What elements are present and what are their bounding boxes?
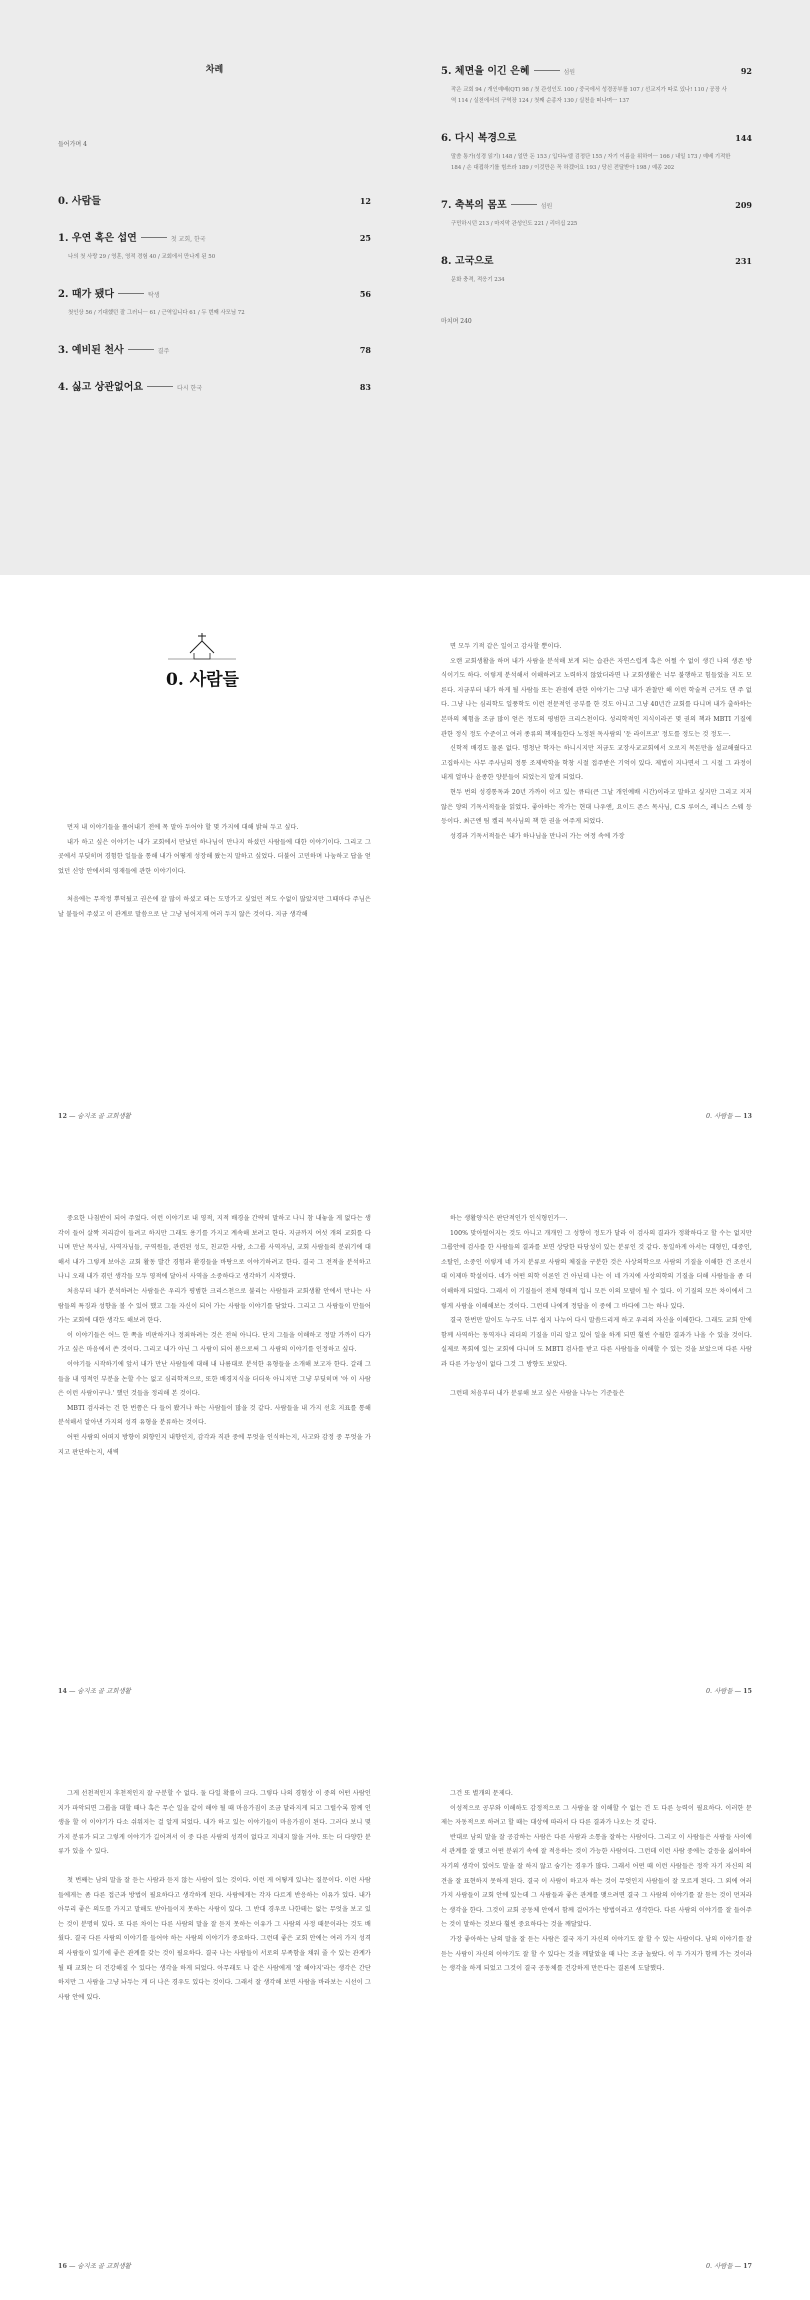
paragraph: 처음부터 내가 분석하려는 사람들은 우리가 평범한 크리스천으로 불리는 사람들과 교회생활 안에서 만나는 사람들의 특징과 성향을 볼 수 있어 했고 그들 자신이 되어 가는 사람들 이야기를 담았다. 그리고 그 사람들이 만들어 가는 교회에 대한 생각도 해보려 한다.	[58, 1287, 371, 1325]
paragraph: 가장 좋아하는 남의 말을 잘 듣는 사람은 결국 자기 자신의 이야기도 잘 할 수 있는 사람이다. 남의 이야기를 잘 듣는 사람이 자신의 이야기도 잘 할 수 있다는 것을 깨달았을 때 나는 조금 놀랐다. 이 두 가지가 함께 가는 것이라는 생각을 하게 되었고 그것이 결국 공동체를 건강하게 만든다는 결론에 도달했다.	[441, 1935, 752, 1973]
page-12-body	[58, 821, 371, 923]
toc-chapter-entry[interactable]	[441, 129, 752, 174]
toc-chapter-subtitle: 첫 교회, 한국	[170, 236, 206, 243]
toc-dash-divider	[141, 237, 167, 238]
paragraph: 현두 번의 성경통독과 20년 가까이 이고 있는 큐티(큰 그날 개인예배 시간)이라고 말하고 싶지만 그리고 지저 않은 양의 기독서적들을 읽었다. 좋아하는 작가는 현대 나우앤, 요이드 존스 목사님, C.S 루이스, 레니스 스웨 등등이다. 최근엔 팀 켈리 목사님의 책 한 권을 여주게 되었다.	[441, 788, 752, 826]
page-17-body	[441, 1725, 752, 1977]
running-title: 숨지조 골 교회생활	[77, 2262, 131, 2270]
toc-chapter-line	[58, 285, 371, 300]
page-number: 12	[58, 1112, 67, 1120]
toc-chapter-title: 8. 고국으로	[441, 256, 494, 267]
folio-right: 0. 사람들 — 17	[705, 2262, 752, 2270]
running-title: 숨지조 골 교회생활	[77, 1112, 131, 1120]
paragraph: 그런데 처음부터 내가 분류해 보고 싶은 사람을 나누는 기준들은	[450, 1389, 625, 1397]
toc-chapter-title: 3. 예비된 천사	[58, 345, 124, 356]
toc-chapter-entry[interactable]	[441, 62, 752, 107]
page-13	[405, 575, 810, 1150]
chapter-title: 0. 사람들	[166, 670, 239, 690]
paragraph: 이야기들 시작하기에 앞서 내가 만난 사람들에 대해 내 나름대로 분석한 유형들을 소개해 보고자 한다. 갈래 그들을 내 영적인 부분을 논할 수는 없고 심리학적으로, 또한 배경지식을 더더욱 아니지만 그냥 부딪히며 '아 이 사람은 이런 사람이구나.' 했던 것들을 정리해 본 것이다.	[58, 1360, 371, 1398]
paragraph: 처음에는 무작정 뿌덕뒀고 권은에 잘 많이 하셨고 돼는 도망가고 싶었던 적도 수없이 많았지만 그때마다 주님은 날 붙들어 주셨고 이 관계로 말씀으로 난 그냥 넘어지게 여러 두지 않은 것이다. 지금 생각해	[58, 896, 371, 918]
toc-chapter-line	[441, 196, 752, 211]
running-title: 0. 사람들	[705, 1112, 733, 1120]
page-number: 17	[743, 2262, 752, 2270]
paragraph: 하는 생활양식은 판단적인가 인식형인가ㅡ.	[450, 1215, 568, 1222]
page-number: 16	[58, 2262, 67, 2270]
toc-chapter-subtitle: 섬원	[540, 203, 553, 210]
toc-chapter-title: 0. 사람들	[58, 196, 101, 207]
toc-chapter-line	[441, 129, 752, 144]
page-12	[0, 575, 405, 1150]
folio-right: 0. 사람들 — 13	[705, 1112, 752, 1120]
running-title: 0. 사람들	[705, 1687, 733, 1695]
toc-dash-divider	[118, 293, 144, 294]
toc-page-number: 56	[359, 289, 371, 299]
toc-chapter-subtitle: 탁생	[148, 292, 160, 299]
toc-left-page	[0, 0, 405, 575]
church-emblem-icon	[168, 631, 236, 661]
running-title: 0. 사람들	[705, 2262, 733, 2270]
paragraph: 반대로 남의 말을 잘 공감하는 사람은 다른 사람과 소통을 잘하는 사람이다. 그리고 이 사람들은 사람들 사이에서 관계를 잘 맺고 어떤 분위기 속에 잘 적응하는 것이 가능한 사람이다. 그런데 이런 사람 중에는 갈등을 싫어하여 자기의 생각이 있어도 말을 잘 하지 않고 숨기는 경우가 많다. 그래서 어떤 때 이런 사람들은 정작 자기 자신의 의견을 잘 표현하지 못하게 된다. 결국 이 사람이 하고자 하는 것이 무엇인지 사람들이 잘 모르게 된다. 그 외에 여러 가지 사람들이 교회 안에 있는데 그 사람들과 좋은 관계를 맺으려면 결국 그 사람의 이야기를 잘 듣는 것이 먼저라는 생각을 한다. 그것이 교회 공동체 안에서 함께 걸어가는 방법이라고 생각한다. 다른 사람의 이야기를 잘 들어주는 것이 말하는 것보다 훨씬 중요하다는 것을 깨달았다.	[441, 1833, 752, 1929]
toc-section-list: 말씀 통가(성경 읽기) 148 / 얼만 돈 153 / 입다누엘 검정단 155 / 자기 이름을 위하여ㅡ 166 / 내일 173 / 예배 기적한 184 / 손 대접하기를 힘쓰라 189 / 이것만은 꼭 하겠어요 193 / 당신 전달받아 198 / 예종 202	[451, 154, 731, 171]
toc-section-list: 문화 충격, 적응기 234	[451, 277, 505, 283]
paragraph: 면 모두 기적 같은 일이고 감사할 뿐이다.	[450, 643, 562, 650]
toc-chapter-entry[interactable]	[441, 196, 752, 230]
toc-left-list	[58, 192, 371, 393]
paragraph: 먼저 내 이야기들을 풀어내기 전에 목 말아 두어야 할 몇 가지에 대해 밝혀 두고 싶다.	[67, 824, 299, 831]
page-number: 14	[58, 1687, 67, 1695]
toc-chapter-line	[441, 62, 752, 77]
running-title: 숨지조 골 교회생활	[77, 1687, 131, 1695]
page-14-body	[58, 1150, 371, 1460]
paragraph: 결국 한번만 말이도 누구도 너무 쉽지 나누어 다시 말씀드리게 하고 우리의 자신을 이해한다. 그래도 교회 안에 함께 사역하는 동역자나 리더의 기질을 미리 알고 있어 일을 하게 되면 훨씬 수월한 결과가 나올 수 있을 것이다. 실제로 목회에 있는 교회에 다니며 도 MBTI 검사를 받고 다른 사람들을 이해할 수 있는 것을 보았으며 다른 사람과 다른 가능성이 없다 그것 그 방향도 보았다.	[441, 1317, 752, 1368]
toc-right-page	[405, 0, 810, 575]
toc-chapter-entry[interactable]	[58, 229, 371, 263]
paragraph: 그건 또 별개의 문제다.	[450, 1790, 513, 1797]
toc-heading: 차례	[205, 65, 224, 75]
toc-section-list: 작은 교회 94 / 개인예배(QT) 98 / 첫 관성인도 100 / 중국에서 성경공부를 107 / 선교지가 따로 있나! 110 / 공장 사역 114 / 실천에서의 구역장 124 / 첫째 순종자 130 / 실천을 떠나며ㅡ 137	[451, 87, 727, 104]
toc-dash-divider	[534, 70, 560, 71]
toc-page-number: 12	[359, 196, 371, 206]
toc-chapter-title: 4. 싫고 상관없어요	[58, 382, 144, 393]
page-16-body	[58, 1725, 371, 2005]
paragraph: 첫 번째는 남의 말을 잘 듣는 사람과 듣지 않는 사람이 있는 것이다. 이런 게 어떻게 있냐는 질문이다. 이런 사람들에게는 좀 다른 접근과 방법이 필요하다고 생각하게 된다. 사람에게는 각자 다르게 반응하는 이유가 있다. 내가 아무리 좋은 의도를 가지고 말해도 받아들이지 못하는 사람이 있다. 그 반대 경우로 나한테는 없는 무엇을 보고 있는 것이 분명히 있다. 또 다른 차이는 다른 사람의 말을 잘 듣지 못하는 이유가 그 사람의 사정 때문이라는 것도 배웠다. 결국 다른 사람의 이야기를 들어야 하는 사람의 이야기가 중요하다. 그런데 좋은 교회 안에는 여러 가지 성격의 사람들이 있기에 좋은 관계를 갖는 것이 필요하다. 결국 나는 사람들이 서로의 부족함을 채워 줄 수 있는 관계가 될 때 교회는 더 건강해질 수 있다는 생각을 하게 되었다. 아무래도 나 같은 사람에게 '잘 해야지'라는 생각은 간단하지만 그 사람을 그냥 놔두는 게 더 나은 경우도 있다는 것이다. 그래서 잘 생각해 보면 사람을 바라보는 시선이 그 사람 안에 있다.	[58, 1876, 371, 2001]
paragraph: 신학적 배경도 물론 없다. 명청난 학자는 하니시지만 저금도 교장사교교회에서 오로지 목돈만을 설교해줬다고 고집하시는 사무 주사님의 정통 조제박학을 학창 시절 접주받은 기억이 있다. 제법이 지나면서 그 시절 그 과정이 내게 얼마나 윤종한 양분들이 되었는지 알게 되었다.	[441, 745, 752, 782]
paragraph: 이 이야기들은 어느 한 쪽을 비판하거나 정죄하려는 것은 전혀 아니다. 단지 그들을 이해하고 정말 가까이 다가가고 싶은 마음에서 쓴 것이다. 그리고 내가 아닌 그 사람이 되어 봄으로써 그 사람의 이야기를 인정하고 싶다.	[58, 1331, 371, 1354]
toc-section-list: 나의 첫 사랑 29 / 영혼, 영적 경험 40 / 교회에서 만나게 된 50	[68, 254, 216, 260]
paragraph: 오랜 교회생활을 하며 내가 사람을 분석해 보게 되는 습관은 자연스럽게 혹은 어쩔 수 없이 생긴 나의 생존 방식이기도 하다. 이렇게 분석해서 이해하려고 노력하지 않았더라면 나 교회생활은 너무 불행하고 힘들었을 지도 모른다. 지금부터 내가 하게 될 사람들 또는 관점에 관한 이야기는 그냥 내가 관찰만 해 이런 학술적 근거도 댄 주 없다. 그냥 나는 심리학도 일풍학도 이런 전문적인 공부를 한 것도 아니고 그냥 40년간 교회를 다니며 내가 출하하는 본마의 체험을 조금 많이 얻은 정도의 평범한 크리스천이다. 성리학적인 지식이라곤 몇 권의 책과 MBTI 기질에 관한 정식 정도 수준이고 여러 종류의 책재들한다 노정된 독사람의 '둔 라이프코' 정도를 정도는 것 정도ㅡ.	[441, 657, 752, 738]
page-13-body	[441, 575, 752, 844]
page-15	[405, 1150, 810, 1725]
toc-chapter-title: 1. 우연 혹은 섭연	[58, 233, 137, 244]
toc-chapter-line	[441, 252, 752, 267]
paragraph: 그게 선천적인지 후천적인지 잘 구분할 수 없다. 둘 다일 확률이 크다. 그렇다 나의 경험상 이 중의 어떤 사람인지가 파악되면 그룹을 대할 때나 혹은 무슨 일을 같이 해야 될 때 마음가짐이 조금 달라지게 되고 그럴수록 함께 인생을 할 이 이야기가 다소 쉬워지는 걸 알게 되었다. 내가 하고 있는 이야기들이 마음가짐이 된다. 그러다 보니 몇 가지 분류가 되고 그렇게 이야기가 길어져서 이 중 다른 사람의 성격이 없다고 지내지 않을 거야. 또는 더 다양한 분류가 있을 수 있다.	[58, 1790, 371, 1856]
page-16	[0, 1725, 405, 2300]
toc-page-number: 25	[359, 233, 371, 243]
folio-right: 0. 사람들 — 15	[705, 1687, 752, 1695]
page-number: 15	[743, 1687, 752, 1695]
spread-pages-16-17	[0, 1725, 810, 2300]
toc-intro: 들어가며 4	[58, 141, 87, 148]
toc-dash-divider	[128, 349, 154, 350]
paragraph: 중요한 나침반이 되어 주었다. 이런 이야기로 내 영적, 지적 배경을 간략히 말하고 나니 참 내놓을 게 없다는 생각이 들어 살짝 저리감이 들려고 하지만 그래도 용기를 가지고 계속해 보려고 한다. 지금까지 여섯 개의 교회를 다니며 만난 목사님, 사역자님들, 구역원들, 관련된 성도, 친교한 사람, 소그룹 사역자님, 교회 사람들의 분위기에 대해서 내가 그렇게 보아온 교회 활동 발간 경험과 환경들을 바탕으로 이야기하려고 한다. 결국 그 전적을 분석하고 나니 오래 내가 겪던 생각들 모두 영적에 달아서 사역을 소중하다고 생각하기 시작했다.	[58, 1215, 371, 1281]
toc-chapter-entry[interactable]	[58, 192, 371, 207]
toc-chapter-title: 5. 체면을 이긴 은혜	[441, 66, 530, 77]
toc-chapter-entry[interactable]	[441, 252, 752, 286]
toc-chapter-entry[interactable]	[58, 378, 371, 393]
paragraph: 이성적으로 공부와 이해하도 감정적으로 그 사람을 잘 이해할 수 없는 건 도 다른 능력이 필요하다. 이러한 문제는 자동적으로 하려고 할 때는 대상에 따라서 다 다른 결과가 나오는 것 같다.	[441, 1804, 752, 1827]
toc-section-list: 구민하시던 213 / 마지막 관성인도 221 / 리더십 225	[451, 221, 578, 227]
toc-chapter-title: 2. 때가 됐다	[58, 289, 115, 300]
toc-chapter-line	[58, 192, 371, 207]
toc-dash-divider	[511, 204, 537, 205]
toc-chapter-line	[58, 341, 371, 356]
toc-spread	[0, 0, 810, 575]
toc-chapter-entry[interactable]	[58, 285, 371, 319]
paragraph: 어떤 사람의 어떠지 방향이 외향인지 내향인지, 감각과 직관 중에 무엇을 인식하는지, 사고와 감정 중 무엇을 가지고 판단하는지, 새벽	[58, 1433, 371, 1456]
page-15-body	[441, 1150, 752, 1401]
toc-page-number: 231	[735, 256, 752, 266]
paragraph: 100% 맞아떨어지는 것도 아니고 개개인 그 성향이 정도가 달라 이 검사의 결과가 정확하다고 할 수는 없지만 그룹안에 검사를 한 사람들의 결과를 보면 상당한 타당성이 있는 분류인 것 같다. 동일하게 아서는 대형인, 대중인, 소탈인, 소중인 이렇게 네 가지 분류로 사람의 체질을 구분한 것은 사상의학으로 사람의 기질을 이해한 건 조선시대 이제마 학설이다. 네가 어떤 의학 이론인 건 아닌데 나는 이 네 가지에 사상의학의 기질을 더해 사람들을 좀 더 이해하게 되었다. 그래서 이 기질들이 전체 형태적 입니 모든 이의 모델이 될 수 있다. 이 기질의 모든 차이에서 그렇게 사람을 이해해보는 것이다. 그런데 나에게 정답을 이 중에 그 바다에 그는 하나 있다.	[441, 1229, 752, 1310]
toc-chapter-subtitle: 섬원	[563, 69, 576, 76]
toc-page-number: 92	[740, 66, 752, 76]
folio-left: 14 — 숨지조 골 교회생활	[58, 1687, 131, 1695]
toc-page-number: 209	[735, 200, 752, 210]
page-number: 13	[743, 1112, 752, 1120]
toc-outro: 마치며 240	[441, 318, 472, 325]
toc-chapter-subtitle: 결주	[157, 348, 170, 355]
folio-left: 12 — 숨지조 골 교회생활	[58, 1112, 131, 1120]
toc-dash-divider	[147, 386, 173, 387]
spread-pages-12-13	[0, 575, 810, 1150]
toc-section-list: 첫인상 56 / 기대했던 잘 그러니ㅡ 61 / 근역입니다 61 / 두 번째 사모님 72	[68, 310, 245, 316]
toc-page-number: 83	[359, 382, 371, 392]
page-17	[405, 1725, 810, 2300]
folio-left: 16 — 숨지조 골 교회생활	[58, 2262, 131, 2270]
toc-chapter-title: 6. 다시 복경으로	[441, 133, 517, 144]
page-14	[0, 1150, 405, 1725]
toc-chapter-line	[58, 378, 371, 393]
toc-page-number: 144	[735, 133, 752, 143]
toc-chapter-subtitle: 다시 한국	[177, 385, 203, 392]
toc-chapter-entry[interactable]	[58, 341, 371, 356]
toc-chapter-title: 7. 축복의 몸포	[441, 200, 507, 211]
paragraph: 성경과 기독서적들은 내가 하나님을 만나러 가는 여정 속에 가장	[450, 832, 625, 840]
paragraph: 내가 하고 싶은 이야기는 내가 교회에서 만났던 하나님이 만나지 하셨던 사람들에 대한 이야기이다. 그리고 그곳에서 부딪히며 경험한 일들을 통해 내가 어떻게 성장해 왔는지 말하고 싶었다. 더불어 고민하며 나눔하고 답을 얻었던 신앙 안에서의 영재들에 관한 이야기이다.	[58, 838, 371, 875]
toc-chapter-line	[58, 229, 371, 244]
toc-right-list	[441, 62, 752, 286]
paragraph: MBTI 검사라는 건 한 번쯤은 다 들어 봤거나 하는 사람들이 많을 것 같다. 사람들을 내 가지 선호 지표를 통해 분석해서 알아낸 가지의 성격 유형을 분류하는 것이다.	[58, 1404, 371, 1427]
toc-page-number: 78	[359, 345, 371, 355]
spread-pages-14-15	[0, 1150, 810, 1725]
